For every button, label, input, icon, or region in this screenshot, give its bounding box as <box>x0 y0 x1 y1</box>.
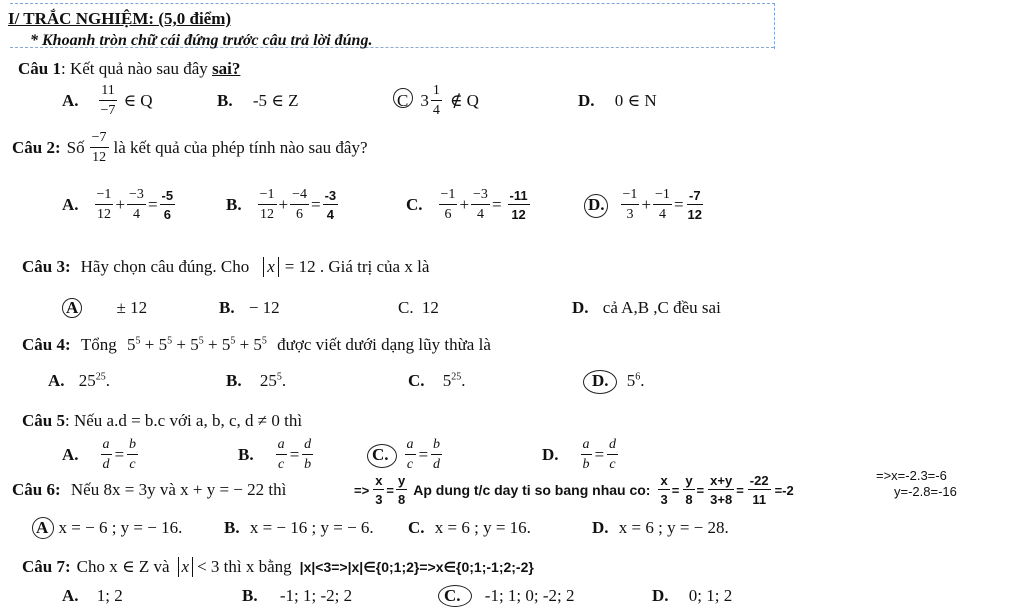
option-letter: D. <box>572 298 589 317</box>
note-arrow: => <box>354 482 370 498</box>
power-base: 25 <box>259 371 277 390</box>
option-letter: C. <box>406 195 423 214</box>
option-relation: ∉ Q <box>449 91 479 110</box>
option-text: -1; 1; -2; 2 <box>279 586 353 605</box>
q7-option-b[interactable] <box>242 586 352 606</box>
fraction-denominator: 3 <box>660 492 668 507</box>
q5-option-c[interactable]: C. $\frac{a}{c}$ = $\frac{b}{d}$ <box>372 437 441 472</box>
fraction-denominator: 6 <box>163 207 171 222</box>
question-5 <box>22 411 302 431</box>
option-letter: B. <box>217 91 233 110</box>
question-5-label: Câu 5 <box>22 411 65 430</box>
q2-option-c[interactable]: C. $\frac{-1}{6}$ + $\frac{-3}{4}$ = $\frac{-11}{12}$ <box>406 187 528 222</box>
question-6-label: Câu 6: <box>12 480 61 499</box>
q3-option-b[interactable] <box>219 298 280 318</box>
power-base: 5 <box>253 335 262 354</box>
q1-option-b[interactable] <box>217 91 298 111</box>
question-4-text-post: được viết dưới dạng lũy thừa là <box>277 335 491 354</box>
option-letter: C. <box>408 518 425 537</box>
fraction-numerator: −7 <box>90 131 109 148</box>
option-letter: A. <box>62 195 79 214</box>
question-4-label: Câu 4: <box>22 335 71 354</box>
option-letter: C. <box>408 371 425 390</box>
note-x-value: =>x=-2.3=-6 <box>876 468 947 483</box>
power-exponent: 25 <box>451 371 462 383</box>
option-text: − 12 <box>248 298 280 317</box>
question-3 <box>22 255 429 279</box>
fraction-denominator: 4 <box>132 207 140 222</box>
absolute-value: x <box>263 257 279 277</box>
question-2-text-post: là kết quả của phép tính nào sau đây? <box>113 138 368 157</box>
question-3-label: Câu 3: <box>22 257 71 276</box>
option-letter: B. <box>226 371 242 390</box>
fraction-numerator: d <box>607 438 618 455</box>
fraction-numerator: −4 <box>290 188 309 205</box>
option-text: cả A,B ,C đều sai <box>602 298 721 317</box>
power-exponent: 5 <box>167 335 173 347</box>
power-exponent: 5 <box>230 335 236 347</box>
absolute-value: x <box>178 557 194 577</box>
question-2 <box>12 128 368 168</box>
option-letter: A. <box>62 586 79 605</box>
power-base: 5 <box>158 335 168 354</box>
question-1-emphasis: sai? <box>212 59 241 78</box>
fraction-denominator: 3 <box>626 207 634 222</box>
fraction-denominator: 12 <box>92 150 107 165</box>
option-letter: A. <box>62 445 79 464</box>
question-7-text-post: < 3 thì x bằng <box>197 557 292 576</box>
fraction-denominator: c <box>609 457 616 472</box>
power-base: 5 <box>190 335 199 354</box>
q3-option-d[interactable] <box>572 298 721 318</box>
q3-option-c[interactable] <box>398 298 439 318</box>
question-5-text: : Nếu a.d = b.c với a, b, c, d ≠ 0 thì <box>64 411 303 430</box>
option-text: 12 <box>421 298 439 317</box>
fraction-numerator: x <box>660 473 668 488</box>
q5-option-d[interactable]: D. $\frac{a}{b}$ = $\frac{d}{c}$ <box>542 437 617 472</box>
option-text: x = 6 ; y = − 28. <box>618 518 729 537</box>
option-text: ± 12 <box>116 298 148 317</box>
question-3-text: Hãy chọn câu đúng. Cho <box>80 257 250 276</box>
fraction-numerator: −1 <box>621 188 640 205</box>
fraction-numerator: −1 <box>653 188 672 205</box>
option-text: 0; 1; 2 <box>688 586 733 605</box>
q1-option-d[interactable] <box>578 91 657 111</box>
fraction-numerator: a <box>581 438 592 455</box>
fraction-denominator: 12 <box>687 207 702 222</box>
q6-option-b[interactable] <box>224 518 374 538</box>
fraction-denominator: 3+8 <box>710 492 733 507</box>
option-relation: ∈ Q <box>123 91 153 110</box>
question-4 <box>22 335 491 355</box>
question-7-label: Câu 7: <box>22 557 71 576</box>
power-exponent: 25 <box>95 371 106 383</box>
power-base: 5 <box>221 335 231 354</box>
fraction-denominator: 6 <box>296 207 304 222</box>
fraction-numerator: −3 <box>127 188 146 205</box>
section-title: I/ TRẮC NGHIỆM: (5,0 điểm) <box>8 9 232 28</box>
power-sum-expression: $5^5 + 5^5 + 5^5 + 5^5 + 5^5$ <box>127 335 267 354</box>
fraction-numerator: −3 <box>471 188 490 205</box>
q4-option-b[interactable]: B. $25^5$. <box>226 371 287 390</box>
note-text: Ap dung t/c day ti so bang nhau co: <box>413 482 651 498</box>
option-letter: A. <box>48 371 65 390</box>
fraction-numerator: b <box>431 438 442 455</box>
fraction-numerator: y <box>398 473 406 488</box>
fraction-numerator: y <box>685 473 693 488</box>
fraction-denominator: d <box>433 457 441 472</box>
fraction-numerator: -7 <box>688 188 701 203</box>
fraction-numerator: a <box>101 438 112 455</box>
fraction-numerator: -5 <box>161 188 174 203</box>
fraction-numerator: -3 <box>324 188 337 203</box>
q6-option-d[interactable] <box>592 518 729 538</box>
q4-option-d[interactable]: D. $5^6$. <box>592 371 645 390</box>
question-7 <box>22 555 534 579</box>
option-letter: C. <box>398 298 414 317</box>
note-result: =-2 <box>774 482 794 498</box>
option-letter: D. <box>652 586 669 605</box>
fraction-numerator: −1 <box>95 188 114 205</box>
fraction-denominator: 4 <box>326 207 334 222</box>
question-1-label: Câu 1 <box>18 59 61 78</box>
power-base: 25 <box>78 371 96 390</box>
q6-note-solution <box>876 468 957 500</box>
option-letter: B. <box>226 195 242 214</box>
option-letter: A <box>36 518 49 537</box>
q7-handwritten-note: |x|<3=>|x|∈{0;1;2}=>x∈{0;1;-1;2;-2} <box>299 558 534 575</box>
fraction-numerator: −1 <box>439 188 458 205</box>
option-letter: A <box>66 298 79 317</box>
fraction-numerator: a <box>405 438 416 455</box>
q2-option-d[interactable]: D. $\frac{-1}{3}$ + $\frac{-1}{4}$ = $\frac{-7}{12}$ <box>588 187 702 222</box>
instruction-text: * Khoanh tròn chữ cái đứng trước câu trả lời đúng. <box>30 32 373 49</box>
option-letter: D. <box>592 518 609 537</box>
q6-option-a[interactable] <box>36 518 182 538</box>
fraction-numerator: x <box>375 473 383 488</box>
question-1-text: : Kết quả nào sau đây <box>60 59 208 78</box>
q4-option-a[interactable]: A. $25^{25}$. <box>48 371 111 390</box>
fraction-denominator: b <box>582 457 590 472</box>
fraction-denominator: −7 <box>100 103 116 118</box>
fraction-numerator: -22 <box>749 473 769 488</box>
fraction-numerator: x+y <box>710 473 733 488</box>
q4-option-c[interactable]: C. $5^{25}$. <box>408 371 466 390</box>
fraction-denominator: c <box>129 457 136 472</box>
fraction-numerator: d <box>302 438 313 455</box>
fraction-numerator: -11 <box>509 188 528 203</box>
question-6-text: Nếu 8x = 3y và x + y = − 22 thì <box>70 480 287 499</box>
fraction-numerator: 1 <box>431 84 442 101</box>
fraction-numerator: −1 <box>258 188 277 205</box>
fraction-denominator: 4 <box>658 207 666 222</box>
q1-option-a[interactable] <box>62 80 153 122</box>
option-letter: B. <box>242 586 258 605</box>
option-letter: D. <box>542 445 559 464</box>
fraction-denominator: 4 <box>476 207 484 222</box>
mixed-whole: 3 <box>420 91 429 110</box>
note-y-value: y=-2.8=-16 <box>894 484 957 499</box>
question-7-text-pre: Cho x ∈ Z và <box>76 557 170 576</box>
power-base: 5 <box>626 371 636 390</box>
q5-option-b[interactable]: B. $\frac{a}{c}$ = $\frac{d}{b}$ <box>238 437 312 472</box>
question-2-text-pre: Số <box>66 138 85 157</box>
fraction-numerator: b <box>127 438 138 455</box>
fraction-denominator: b <box>304 457 312 472</box>
question-4-text-pre: Tổng <box>80 335 117 354</box>
question-3-eq: = 12 . Giá trị của x là <box>284 257 430 276</box>
option-letter: C <box>397 91 409 110</box>
option-text: 1; 2 <box>96 586 123 605</box>
option-text: -5 ∈ Z <box>252 91 299 110</box>
q2-option-b[interactable]: B. $\frac{-1}{12}$ + $\frac{-4}{6}$ = $\frac{-3}{4}$ <box>226 187 337 222</box>
q2-option-a[interactable]: A. $\frac{-1}{12}$ + $\frac{-3}{4}$ = $\frac{-5}{6}$ <box>62 187 174 222</box>
question-2-label: Câu 2: <box>12 138 61 157</box>
option-letter: D. <box>578 91 595 110</box>
fraction-denominator: 8 <box>685 492 693 507</box>
question-1 <box>18 59 240 79</box>
q7-option-a[interactable] <box>62 586 123 606</box>
power-exponent: 5 <box>261 335 267 347</box>
fraction-denominator: 12 <box>511 207 526 222</box>
option-text: x = 6 ; y = 16. <box>434 518 531 537</box>
power-exponent: 5 <box>198 335 204 347</box>
fraction-denominator: 12 <box>260 207 275 222</box>
power-exponent: 5 <box>276 371 282 383</box>
option-text: x = − 6 ; y = − 16. <box>58 518 183 537</box>
fraction-denominator: 11 <box>752 492 767 507</box>
option-text: x = − 16 ; y = − 6. <box>249 518 374 537</box>
fraction-denominator: d <box>102 457 110 472</box>
power-base: 5 <box>127 335 136 354</box>
power-base: 5 <box>442 371 452 390</box>
fraction-numerator: a <box>276 438 287 455</box>
option-letter: B. <box>219 298 235 317</box>
q6-handwritten-note: => $\frac{x}{3}$ = $\frac{y}{8}$ Ap dung t/c day ti so bang nhau co: $\frac{x}{3}$ = $\frac{y}{8}$ = $\frac{x+y}{3+8}$ = $\frac{-22}{11}$ =-2 <box>354 473 794 507</box>
fraction-denominator: c <box>277 457 285 472</box>
question-6 <box>12 480 286 500</box>
option-text: -1; 1; 0; -2; 2 <box>484 586 575 605</box>
q3-option-a[interactable] <box>66 298 147 318</box>
option-letter: B. <box>224 518 240 537</box>
fraction-denominator: c <box>406 457 414 472</box>
q7-option-c[interactable] <box>444 586 575 606</box>
option-letter: B. <box>238 445 254 464</box>
fraction-denominator: 8 <box>398 492 406 507</box>
q5-option-a[interactable]: A. $\frac{a}{d}$ = $\frac{b}{c}$ <box>62 437 137 472</box>
fraction-denominator: 6 <box>444 207 452 222</box>
option-text: 0 ∈ N <box>614 91 657 110</box>
q6-option-c[interactable] <box>408 518 531 538</box>
option-letter: C. <box>444 586 461 605</box>
fraction-numerator: 11 <box>99 84 116 101</box>
option-letter: A. <box>62 91 79 110</box>
power-exponent: 6 <box>635 371 641 383</box>
fraction-denominator: 3 <box>375 492 383 507</box>
power-exponent: 5 <box>135 335 141 347</box>
q7-option-d[interactable] <box>652 586 732 606</box>
q1-option-c[interactable] <box>397 80 479 122</box>
fraction-denominator: 12 <box>96 207 111 222</box>
option-letter: D. <box>592 371 609 390</box>
option-letter: D. <box>588 195 605 214</box>
option-letter: C. <box>372 445 389 464</box>
fraction-denominator: 4 <box>432 103 440 118</box>
